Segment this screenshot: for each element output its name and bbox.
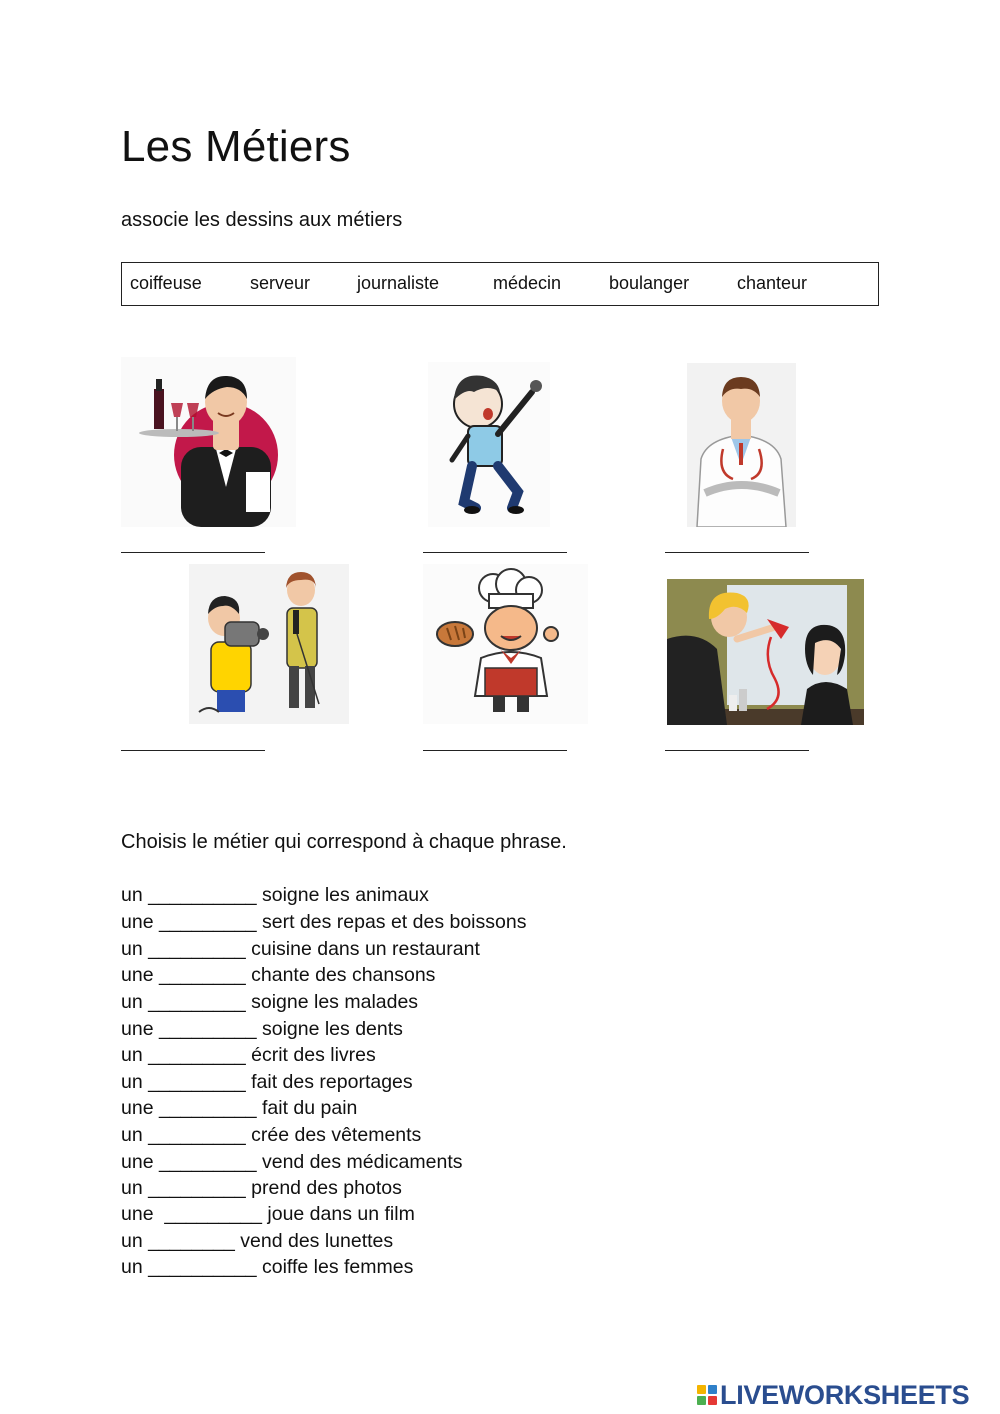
- brand-name: LIVEWORKSHEETS: [720, 1379, 970, 1410]
- sentence-line: une _________ vend des médicaments: [121, 1151, 463, 1173]
- sentence-line: une _________ sert des repas et des boissons: [121, 911, 527, 933]
- sentence-line: un _________ fait des reportages: [121, 1071, 413, 1093]
- answer-blank[interactable]: [121, 552, 265, 553]
- word-bank: [121, 262, 879, 306]
- singer-icon: [428, 362, 550, 527]
- sentence-line: une _________ fait du pain: [121, 1097, 358, 1119]
- answer-blank[interactable]: [665, 552, 809, 553]
- doctor-icon: [687, 363, 796, 527]
- brand-logo: [697, 1378, 969, 1412]
- logo-square: [697, 1396, 706, 1405]
- journalist-icon: [189, 564, 349, 724]
- sentences-instruction: Choisis le métier qui correspond à chaque phrase.: [121, 831, 567, 853]
- sentence-line: un _________ cuisine dans un restaurant: [121, 938, 480, 960]
- sentence-line: un _________ écrit des livres: [121, 1044, 376, 1066]
- sentence-line: un _________ crée des vêtements: [121, 1124, 422, 1146]
- page-title: Les Métiers: [121, 122, 351, 171]
- baker-icon: [423, 564, 588, 724]
- sentence-line: un ________ vend des lunettes: [121, 1230, 394, 1252]
- logo-square: [708, 1385, 717, 1394]
- sentence-line: un __________ coiffe les femmes: [121, 1256, 414, 1278]
- sentence-line: une _________ joue dans un film: [121, 1203, 415, 1225]
- sentence-line: un _________ prend des photos: [121, 1177, 402, 1199]
- logo-square: [697, 1385, 706, 1394]
- hairdresser-icon: [667, 579, 864, 725]
- match-instruction: associe les dessins aux métiers: [121, 209, 403, 231]
- sentence-line: une ________ chante des chansons: [121, 964, 436, 986]
- sentence-line: un __________ soigne les animaux: [121, 884, 429, 906]
- sentence-line: une _________ soigne les dents: [121, 1018, 403, 1040]
- word-bank-item: chanteur: [737, 273, 808, 293]
- answer-blank[interactable]: [665, 750, 809, 751]
- sentence-line: un _________ soigne les malades: [121, 991, 419, 1013]
- word-bank-item: coiffeuse: [130, 273, 202, 293]
- logo-square: [708, 1396, 717, 1405]
- answer-blank[interactable]: [423, 750, 567, 751]
- logo-grid-icon: [697, 1385, 717, 1405]
- answer-blank[interactable]: [423, 552, 567, 553]
- word-bank-item: boulanger: [609, 273, 690, 293]
- answer-blank[interactable]: [121, 750, 265, 751]
- word-bank-item: journaliste: [357, 273, 440, 293]
- waiter-icon: [121, 357, 296, 527]
- word-bank-item: médecin: [493, 273, 562, 293]
- word-bank-item: serveur: [250, 273, 311, 293]
